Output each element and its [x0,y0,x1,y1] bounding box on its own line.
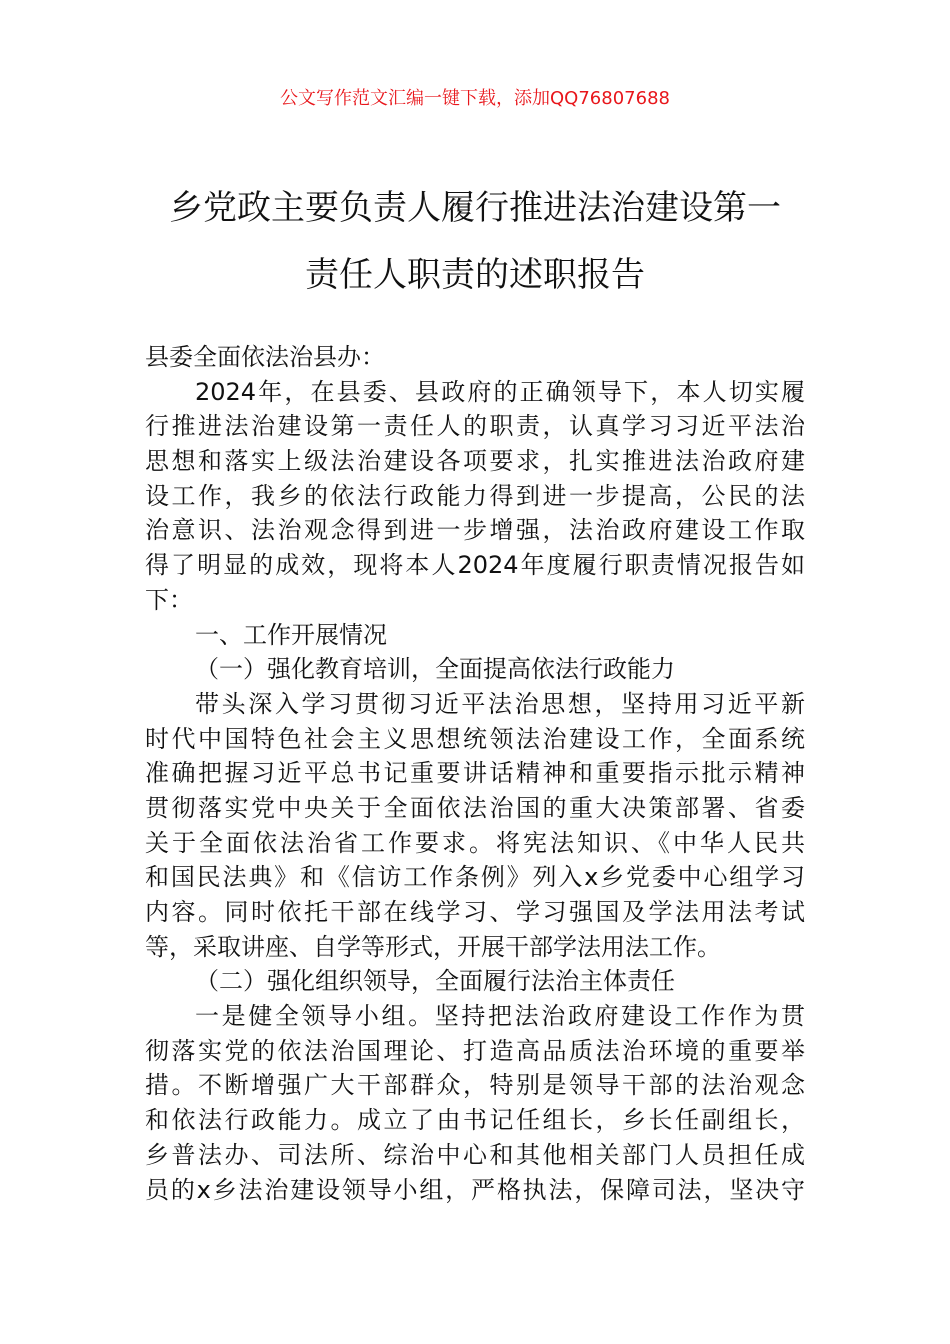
body-text-line: 行推进法治建设第一责任人的职责，认真学习习近平法治 [145,412,805,441]
body-text-line: 2024年，在县委、县政府的正确领导下，本人切实履 [195,377,805,406]
body-text-line: 和依法行政能力。成立了由书记任组长，乡长任副组长， [145,1106,805,1135]
body-text-line: 乡普法办、司法所、综治中心和其他相关部门人员担任成 [145,1140,805,1169]
document-body [145,340,805,1207]
body-text-line: 得了明显的成效，现将本人2024年度履行职责情况报告如 [145,551,805,580]
body-text-line: （一）强化教育培训，全面提高依法行政能力 [195,655,675,684]
body-text-line: 下： [145,585,193,614]
document-title-line-1: 乡党政主要负责人履行推进法治建设第一 [169,188,781,228]
body-text-line: 措。不断增强广大干部群众，特别是领导干部的法治观念 [145,1071,805,1100]
document-title-line-2: 责任人职责的述职报告 [305,255,645,295]
body-text-line: 贯彻落实党中央关于全面依法治国的重大决策部署、省委 [145,793,805,822]
body-text-line: 内容。同时依托干部在线学习、学习强国及学法用法考试 [145,898,805,926]
body-text-line: 带头深入学习贯彻习近平法治思想，坚持用习近平新 [195,689,805,718]
body-text-line: 准确把握习近平总书记重要讲话精神和重要指示批示精神 [145,759,805,788]
body-text-line: 一、工作开展情况 [195,620,387,649]
body-text-line: 一是健全领导小组。坚持把法治政府建设工作作为贯 [195,1002,805,1031]
download-note: 公文写作范文汇编一键下载，添加QQ76807688 [280,88,670,109]
body-text-line: 和国民法典》和《信访工作条例》列入x乡党委中心组学习 [145,863,805,892]
body-text-line: （二）强化组织领导，全面履行法治主体责任 [195,967,675,996]
body-text-line: 治意识、法治观念得到进一步增强，法治政府建设工作取 [145,516,805,545]
body-text-line: 关于全面依法治省工作要求。将宪法知识、《中华人民共 [145,828,805,857]
body-text-line: 设工作，我乡的依法行政能力得到进一步提高，公民的法 [145,481,805,510]
body-text-line: 员的x乡法治建设领导小组，严格执法，保障司法，坚决守 [145,1175,805,1204]
body-lines [145,375,805,1208]
body-text-line: 等，采取讲座、自学等形式，开展干部学法用法工作。 [145,932,721,961]
body-text-line: 思想和落实上级法治建设各项要求，扎实推进法治政府建 [145,447,805,476]
body-text-line: 时代中国特色社会主义思想统领法治建设工作，全面系统 [145,724,805,753]
salutation: 县委全面依法治县办： [145,343,385,371]
body-text-line: 彻落实党的依法治国理论、打造高品质法治环境的重要举 [145,1036,805,1065]
